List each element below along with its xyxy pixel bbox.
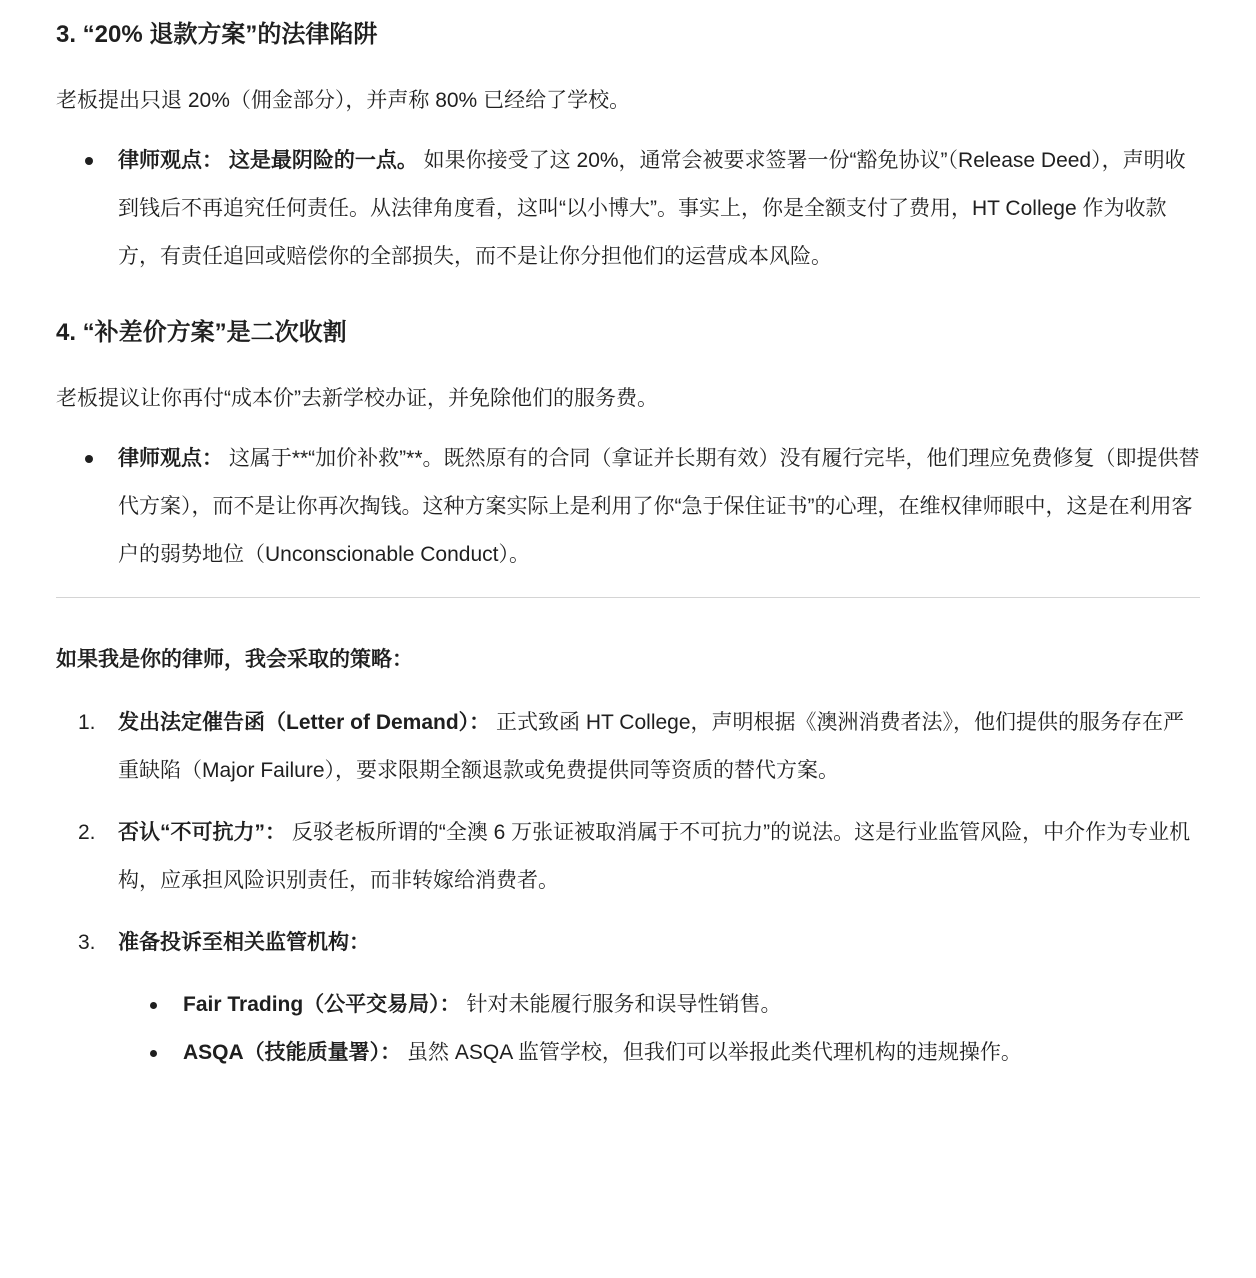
list-item (118, 981, 1200, 1029)
regulator-label: Fair Trading（公平交易局）： (183, 993, 461, 1016)
bullet-icon (85, 157, 93, 165)
list-item-text (118, 931, 370, 954)
list-item (56, 699, 1200, 795)
list-item-text (118, 821, 1190, 892)
bullet-icon (150, 1050, 157, 1057)
divider (56, 597, 1200, 598)
list-item (118, 1029, 1200, 1077)
regulator-label: ASQA（技能质量署）： (183, 1041, 402, 1064)
strategy-item-label: 发出法定催告函（Letter of Demand）： (118, 711, 491, 734)
list-item (56, 919, 1200, 1077)
list-item (56, 809, 1200, 905)
section-3-heading: 3. “20% 退款方案”的法律陷阱 (56, 21, 378, 48)
regulator-sub-list (118, 981, 1200, 1077)
list-item-text (118, 149, 1186, 268)
strategy-item-text: 反驳老板所谓的“全澳 6 万张证被取消属于不可抗力”的说法。这是行业监管风险，中介作为专业机构，应承担风险识别责任，而非转嫁给消费者。 (118, 821, 1191, 892)
list-item-text (183, 993, 782, 1016)
lawyer-view-text: 这属于**“加价补救”**。既然原有的合同（拿证并长期有效）没有履行完毕，他们理应免费修复（即提供替代方案），而不是让你再次掏钱。这种方案实际上是利用了你“急于保住证书”的心理，在维权律师眼中，这是在利用客户的弱势地位（Unconscionable Conduct）。 (118, 447, 1200, 566)
list-number: 3. (78, 931, 96, 954)
section-4-intro: 老板提议让你再付“成本价”去新学校办证，并免除他们的服务费。 (56, 387, 658, 410)
strategy-numbered-list (56, 699, 1200, 1077)
list-number: 1. (78, 711, 96, 734)
section-4-bullet-list (56, 435, 1200, 579)
bullet-icon (85, 455, 93, 463)
strategy-heading: 如果我是你的律师，我会采取的策略： (56, 648, 413, 671)
lawyer-view-label: 律师观点： 这是最阴险的一点。 (118, 149, 418, 172)
strategy-item-text: 正式致函 HT College，声明根据《澳洲消费者法》，他们提供的服务存在严重缺陷（Major Failure），要求限期全额退款或免费提供同等资质的替代方案。 (118, 711, 1185, 782)
section-3-bullet-list (56, 137, 1200, 281)
lawyer-view-text: 如果你接受了这 20%，通常会被要求签署一份“豁免协议”（Release Deed），声明收到钱后不再追究任何责任。从法律角度看，这叫“以小博大”。事实上，你是全额支付了费用，HT College 作为收款方，有责任追回或赔偿你的全部损失，而不是让你分担他们的运营成本风险。 (118, 149, 1186, 268)
strategy-item-label: 准备投诉至相关监管机构： (118, 931, 370, 954)
lawyer-view-label: 律师观点： (118, 447, 223, 470)
section-4-heading: 4. “补差价方案”是二次收割 (56, 319, 347, 346)
list-item (56, 137, 1200, 281)
regulator-text: 针对未能履行服务和误导性销售。 (460, 993, 782, 1016)
strategy-item-label: 否认“不可抗力”： (118, 821, 286, 844)
list-number: 2. (78, 821, 96, 844)
list-item-text (118, 447, 1200, 566)
list-item (56, 435, 1200, 579)
list-item-text (118, 711, 1184, 782)
section-3-intro: 老板提出只退 20%（佣金部分），并声称 80% 已经给了学校。 (56, 89, 631, 112)
list-item-text (183, 1041, 1022, 1064)
regulator-text: 虽然 ASQA 监管学校，但我们可以举报此类代理机构的违规操作。 (401, 1041, 1022, 1064)
bullet-icon (150, 1002, 157, 1009)
